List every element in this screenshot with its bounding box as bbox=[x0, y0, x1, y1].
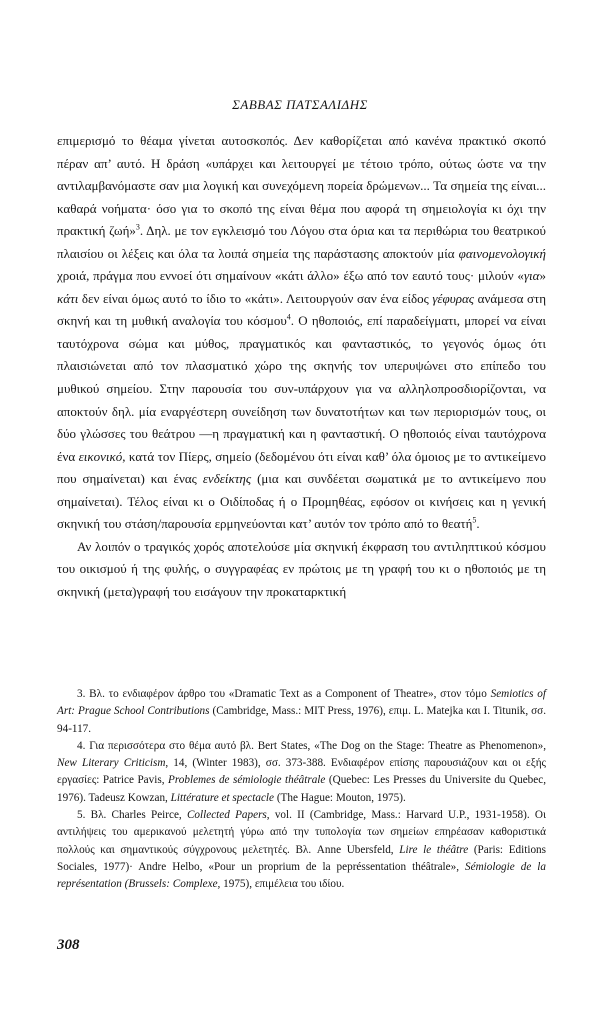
emphasis: Semiotics of Art: Prague School Contributions bbox=[57, 688, 546, 718]
text-run: (Paris: Editions Sociales, 1977)· Andre Helbo, «Pour un proprium de la pepréssentation théâtrale», bbox=[57, 843, 546, 873]
emphasis: κάτι bbox=[57, 290, 79, 306]
footnotes bbox=[57, 686, 546, 894]
text-run: » bbox=[539, 268, 546, 284]
emphasis: Littérature et spectacle bbox=[170, 791, 275, 804]
footnote-ref-3: 3 bbox=[135, 222, 140, 232]
footnote-3 bbox=[57, 686, 546, 738]
text-run: , vol. II (Cambridge, Mass.: Harvard U.P., 1931-1958). Οι αντιλήψεις του αμερικανού μελετητή γύρω από την τυπολογία των σημείων επηρέασαν καθοριστικά πολλούς και σημαντικούς σύγχρονους μελετητές. Βλ. Anne Ubersfeld, bbox=[57, 809, 546, 856]
main-text bbox=[57, 130, 546, 603]
text-run: . Ο ηθοποιός, επί παραδείγματι, μπορεί να είναι ταυτόχρονα σώμα και μύθος, πραγματικός και φανταστικός, το γεγονός όμως ότι πλαισιώνεται από τον πλασματικό χώρο της σκηνής τον υπερυψώνει στο επίπεδο του μυθικού σημείου. Στην παρουσία του συν-υπάρχουν για να αλληλοπροσδιορίζονται, να αποκτούν δηλ. μία εναργέστερη συνείδηση των δυνατοτήτων και των περιορισμών τους, οι δύο γλώσσες του θεάτρου —η πραγματική και η φανταστική. Ο ηθοποιός είναι ταυτόχρονα ένα bbox=[57, 313, 546, 464]
text-run: 4. Για περισσότερα στο θέμα αυτό βλ. Bert States, «The Dog on the Stage: Theatre as Phenomenon», bbox=[77, 739, 546, 752]
emphasis: New Literary Criticism bbox=[57, 757, 166, 770]
running-head: ΣΑΒΒΑΣ ΠΑΤΣΑΛΙΔΗΣ bbox=[232, 97, 368, 112]
text-run: ανάμεσα στη σκηνή και τη μυθική αναλογία του κόσμου bbox=[57, 290, 546, 329]
text-run: , 14, (Winter 1983), σσ. 373-388. Ενδιαφέρον επίσης παρουσιάζουν και οι εξής εργασίες: Patrice Pavis, bbox=[57, 757, 546, 787]
footnote-ref-5: 5 bbox=[472, 515, 477, 525]
text-run: χροιά, πράγμα που εννοεί ότι σημαίνουν «κάτι άλλο» έξω από τον εαυτό τους· μιλούν « bbox=[57, 268, 524, 284]
paragraph-1 bbox=[57, 130, 546, 536]
text-run: (The Hague: Mouton, 1975). bbox=[274, 791, 406, 804]
footnote-5 bbox=[57, 807, 546, 893]
footnote-4 bbox=[57, 738, 546, 807]
emphasis: εικονικό bbox=[78, 448, 123, 464]
text-run: . bbox=[476, 516, 480, 532]
text-run: (μια και συνδέεται σωματικά με το αντικείμενο που σημαίνεται). Τέλος είναι κι ο Οιδίποδας ή ο Προμηθέας, εφόσον οι κινήσεις και η γενική σκηνική του στάση/παρουσία ερμηνεύονται κατ’ αυτόν τον τρόπο από το θεατή bbox=[57, 471, 547, 532]
text-run: , κατά τον Πίερς, σημείο (δεδομένου ότι είναι καθ’ όλα όμοιος με το αντικείμενο που σημαίνεται) και ένας bbox=[57, 448, 546, 487]
text-run: 5. Βλ. Charles Peirce, bbox=[77, 809, 187, 822]
text-run: (Quebec: Les Presses du Universite du Quebec, 1976). Tadeusz Kowzan, bbox=[57, 774, 546, 804]
emphasis: Lire le théâtre bbox=[399, 843, 469, 856]
text-run: δεν είναι όμως αυτό το ίδιο το «κάτι». Λειτουργούν σαν ένα είδος bbox=[78, 290, 433, 306]
emphasis: ενδείκτης bbox=[202, 471, 252, 487]
text-run: επιμερισμό το θέαμα γίνεται αυτοσκοπός. Δεν καθορίζεται από κανένα πρακτικό σκοπό πέραν απ’ αυτό. Η δράση «υπάρχει και λειτουργεί με τέτοιο τρόπο, ούτως ώστε να την αντιλαμβανόμαστε σαν μια λογική και συνεχόμενη πορεία δρώμενων... Τα σημεία της είναι... καθαρά νοήματα· όσο για το σκοπό της είναι θέμα που αφορά τη σημειολογία κι όχι την πρακτική ζωή» bbox=[57, 133, 546, 239]
emphasis: φαινομενολογική bbox=[458, 245, 546, 261]
paragraph-2: Αν λοιπόν ο τραγικός χορός αποτελούσε μία σκηνική έκφραση του αντιληπτικού κόσμου του οικισμού ή της φυλής, ο συγγραφέας εν πρώτοις με τη γραφή του κι ο ηθοποιός με τη σκηνική (μετα)γραφή του εισάγουν την προκαταρκτική bbox=[57, 538, 546, 599]
emphasis: γέφυρας bbox=[432, 290, 475, 306]
page-number: 308 bbox=[57, 937, 80, 953]
text-run: (Cambridge, Mass.: MIT Press, 1976), επιμ. L. Matejka και I. Titunik, σσ. 94-117. bbox=[57, 705, 546, 735]
emphasis: Sémiologie de la représentation (Brussels: Complexe, bbox=[57, 860, 546, 891]
text-run: 1975), επιμέλεια του ιδίου. bbox=[220, 878, 345, 891]
footnote-ref-4: 4 bbox=[286, 313, 291, 323]
text-run: 3. Βλ. το ενδιαφέρον άρθρο του «Dramatic Text as a Component of Theatre», στον τόμο bbox=[77, 688, 491, 700]
emphasis: Problemes de sémiologie théâtrale bbox=[168, 774, 326, 787]
emphasis: για bbox=[523, 268, 540, 284]
text-run: . Δηλ. με τον εγκλεισμό του Λόγου στα όρια και τα περιθώρια του θεατρικού πλαισίου οι λέξεις και όλα τα λοιπά σημεία της παράστασης αποκτούν μία bbox=[57, 223, 546, 261]
emphasis: Collected Papers bbox=[186, 809, 267, 822]
